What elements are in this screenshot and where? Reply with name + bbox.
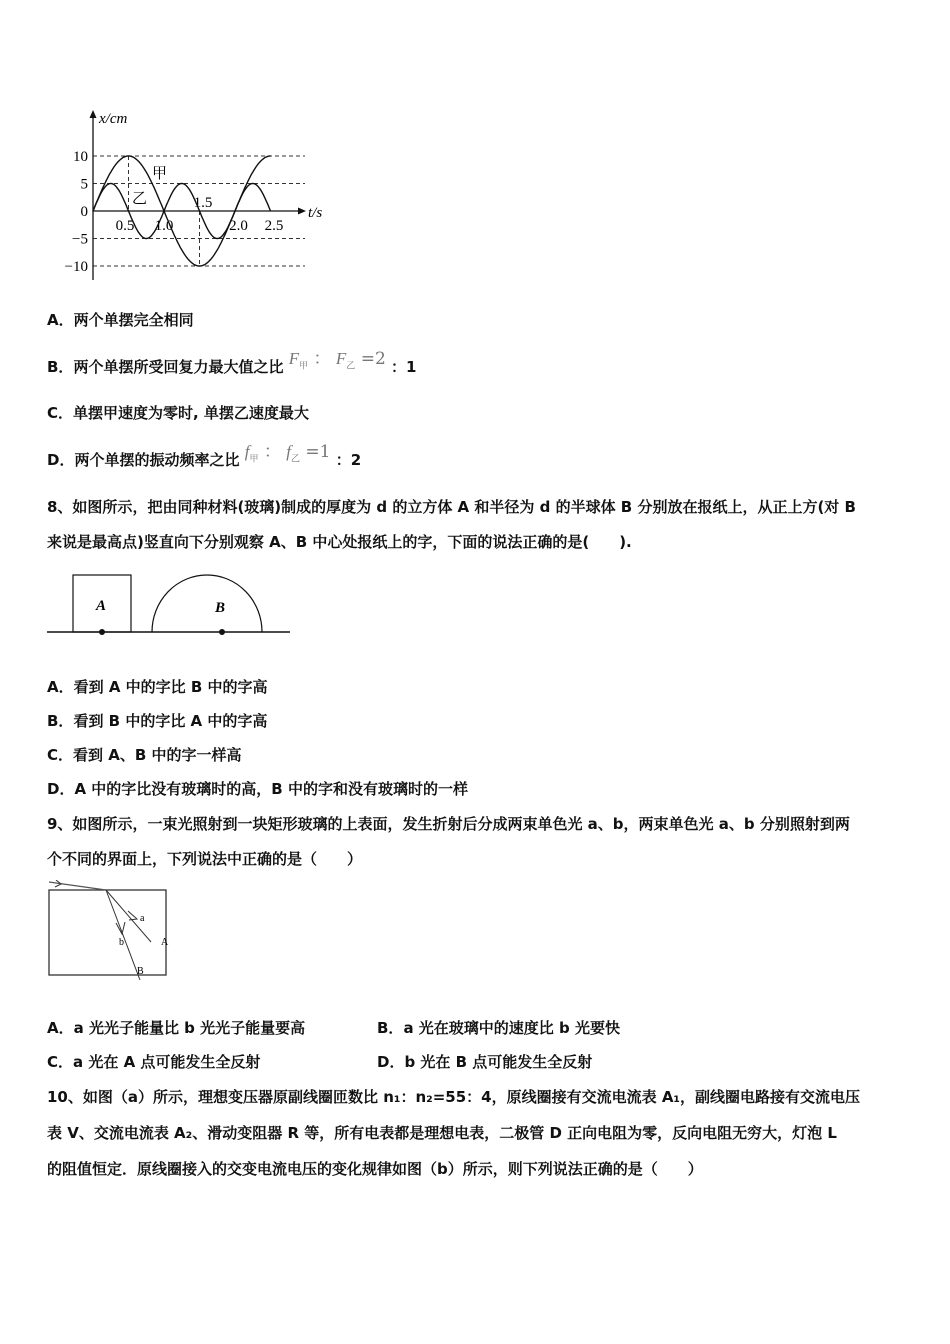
x-axis-label: t/s bbox=[308, 205, 323, 221]
hemisphere-label: B bbox=[215, 600, 226, 616]
option-text: 单摆甲速度为零时, 单摆乙速度最大 bbox=[73, 404, 309, 422]
point-b-label: B bbox=[137, 966, 144, 977]
option-text: 看到 A、B 中的字一样高 bbox=[73, 746, 242, 764]
q10-stem-line1: 10、如图（a）所示，理想变压器原副线圈匝数比 n₁：n₂=55：4，原线圈接有交流电流表 A₁，副线圈电路接有交流电压 bbox=[47, 1088, 861, 1106]
option-label: B． bbox=[377, 1019, 404, 1037]
point-a-label: A bbox=[161, 937, 169, 948]
q8-option-b[interactable] bbox=[47, 711, 267, 731]
cube-label: A bbox=[96, 598, 107, 614]
x-tick-label: 2.0 bbox=[229, 218, 248, 234]
option-text: A 中的字比没有玻璃时的高，B 中的字和没有玻璃时的一样 bbox=[74, 780, 468, 798]
option-text: a 光在玻璃中的速度比 b 光要快 bbox=[403, 1019, 620, 1037]
q7-option-b[interactable] bbox=[47, 349, 417, 384]
option-label: B． bbox=[47, 358, 74, 376]
option-label: D． bbox=[47, 451, 75, 469]
q7-option-a[interactable] bbox=[47, 310, 194, 330]
y-tick-label: 0 bbox=[80, 204, 88, 220]
x-tick-label: 2.5 bbox=[264, 218, 284, 234]
ratio-formula: $F_甲$ ： $F_乙 =2$ bbox=[288, 349, 386, 372]
q9-stem-line1: 9、如图所示，一束光照射到一块矩形玻璃的上表面，发生折射后分成两束单色光 a、b，两束单色光 a、b 分别照射到两 bbox=[47, 815, 850, 833]
q8-stem-line2: 来说是最高点)竖直向下分别观察 A、B 中心处报纸上的字，下面的说法正确的是( ). bbox=[47, 533, 632, 551]
ray-a-label: a bbox=[140, 913, 145, 924]
curve-label-jia: 甲 bbox=[152, 166, 168, 182]
q10-stem-line3: 的阻值恒定．原线圈接入的交变电流电压的变化规律如图（b）所示，则下列说法正确的是（ ） bbox=[47, 1160, 703, 1178]
option-label: A． bbox=[47, 1019, 74, 1037]
option-label: C． bbox=[47, 1053, 74, 1071]
y-axis-label: x/cm bbox=[99, 111, 128, 127]
x-tick-label: 0.5 bbox=[115, 218, 135, 234]
q8-option-a[interactable] bbox=[47, 677, 268, 697]
cube-hemisphere-figure bbox=[40, 565, 300, 645]
option-text: 两个单摆所受回复力最大值之比 bbox=[73, 358, 284, 376]
q8-stem-line1: 8、如图所示，把由同种材料(玻璃)制成的厚度为 d 的立方体 A 和半径为 d 的半球体 B 分别放在报纸上，从正上方(对 B bbox=[47, 498, 856, 516]
ratio-tail: ：2 bbox=[335, 451, 362, 469]
option-label: A． bbox=[47, 678, 74, 696]
oscillation-graph bbox=[0, 100, 340, 280]
option-text: 看到 A 中的字比 B 中的字高 bbox=[73, 678, 268, 696]
option-label: A． bbox=[47, 311, 74, 329]
y-tick-label: 10 bbox=[73, 149, 88, 165]
option-text: 两个单摆的振动频率之比 bbox=[74, 451, 240, 469]
q9-option-c[interactable] bbox=[47, 1052, 260, 1072]
option-text: b 光在 B 点可能发生全反射 bbox=[404, 1053, 593, 1071]
curve-label-yi: 乙 bbox=[132, 191, 148, 207]
q9-option-b[interactable] bbox=[377, 1018, 620, 1038]
q7-option-d[interactable] bbox=[47, 442, 362, 477]
option-text: 看到 B 中的字比 A 中的字高 bbox=[73, 712, 268, 730]
y-tick-label: 5 bbox=[80, 176, 88, 193]
q9-option-a[interactable] bbox=[47, 1018, 305, 1038]
option-label: D． bbox=[47, 780, 75, 798]
option-label: D． bbox=[377, 1053, 405, 1071]
option-text: 两个单摆完全相同 bbox=[73, 311, 194, 329]
ray-b-label: b bbox=[119, 937, 124, 948]
q7-option-c[interactable] bbox=[47, 403, 309, 423]
x-tick-label: 1.0 bbox=[154, 218, 174, 234]
x-tick-label: 1.5 bbox=[193, 195, 213, 211]
q8-option-c[interactable] bbox=[47, 745, 242, 765]
ratio-tail: ：1 bbox=[391, 358, 417, 376]
option-label: B． bbox=[47, 712, 74, 730]
y-tick-label: −10 bbox=[64, 259, 88, 275]
option-label: C． bbox=[47, 746, 74, 764]
glass-refraction-figure bbox=[40, 880, 190, 980]
q9-stem-line2: 个不同的界面上，下列说法中正确的是（ ） bbox=[47, 850, 363, 868]
q8-option-d[interactable] bbox=[47, 779, 468, 799]
ratio-formula: $f_甲$ ： $f_乙 =1$ bbox=[244, 442, 331, 465]
option-text: a 光光子能量比 b 光光子能量要高 bbox=[73, 1019, 306, 1037]
y-tick-label: −5 bbox=[72, 231, 88, 248]
q9-option-d[interactable] bbox=[377, 1052, 592, 1072]
option-label: C． bbox=[47, 404, 74, 422]
option-text: a 光在 A 点可能发生全反射 bbox=[73, 1053, 261, 1071]
q10-stem-line2: 表 V、交流电流表 A₂、滑动变阻器 R 等，所有电表都是理想电表，二极管 D 正向电阻为零，反向电阻无穷大，灯泡 L bbox=[47, 1124, 837, 1142]
